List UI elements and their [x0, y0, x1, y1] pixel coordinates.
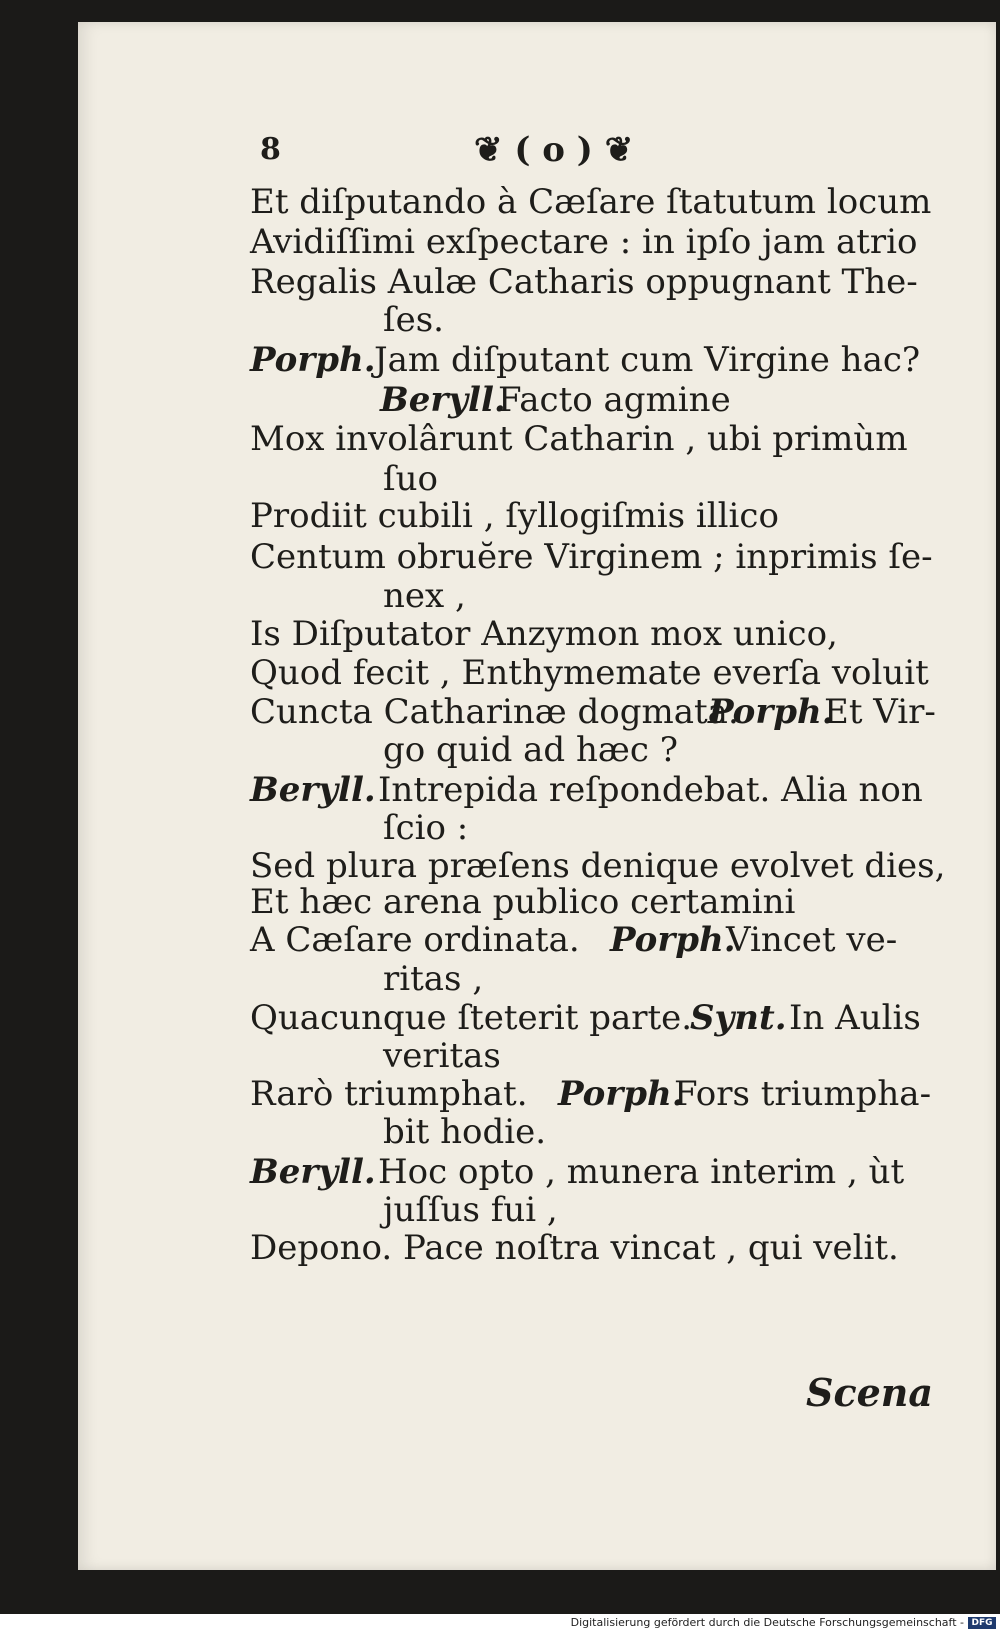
text-line — [78, 340, 996, 380]
line-text: Fors triumpha- — [674, 1074, 932, 1114]
line-text: Quod fecit , Enthymemate everſa voluit — [250, 653, 929, 693]
text-line — [78, 614, 996, 654]
line-text: Facto agmine — [498, 380, 731, 420]
line-text: ritas , — [383, 959, 484, 999]
book-page — [78, 22, 996, 1570]
line-text: ſuo — [383, 459, 438, 499]
speaker-label: Beryll. — [250, 770, 376, 810]
text-line — [78, 1112, 996, 1152]
header-ornament: ❦ ( o ) ❦ — [474, 130, 634, 170]
page-header — [78, 130, 996, 170]
text-line — [78, 770, 996, 810]
text-line — [78, 846, 996, 886]
line-text: Regalis Aulæ Catharis oppugnant The- — [250, 262, 918, 302]
line-text: Jam diſputant cum Virgine hac? — [374, 340, 921, 380]
text-line — [78, 1152, 996, 1192]
text-line — [78, 920, 996, 960]
text-line — [78, 1228, 996, 1268]
text-line — [78, 692, 996, 732]
speaker-label: Beryll. — [380, 380, 506, 420]
speaker-label: Porph. — [610, 920, 736, 960]
line-text: Mox involârunt Catharin , ubi primùm — [250, 419, 908, 459]
line-text: Depono. Pace noſtra vincat , qui velit. — [250, 1228, 899, 1268]
line-text: Et Vir- — [824, 692, 936, 732]
text-line — [78, 653, 996, 693]
line-text: Avidiſſimi exſpectare : in ipſo jam atrio — [250, 222, 918, 262]
text-line — [78, 459, 996, 499]
line-text: Et hæc arena publico certamini — [250, 882, 796, 922]
line-text: Quacunque ſteterit parte. — [250, 998, 693, 1038]
line-text: A Cæſare ordinata. — [250, 920, 580, 960]
dfg-logo-icon: DFG — [968, 1617, 996, 1629]
line-text: go quid ad hæc ? — [383, 730, 678, 770]
text-line — [78, 1074, 996, 1114]
digitization-footer — [0, 1614, 1000, 1632]
line-text: ſes. — [383, 300, 444, 340]
text-line — [78, 882, 996, 922]
text-line — [78, 808, 996, 848]
line-text: nex , — [383, 576, 466, 616]
text-line — [78, 1036, 996, 1076]
catchword: Scena — [806, 1370, 934, 1415]
speaker-label: Beryll. — [250, 1152, 376, 1192]
line-text: Prodiit cubili , ſyllogiſmis illico — [250, 496, 779, 536]
line-text: bit hodie. — [383, 1112, 547, 1152]
page-number: 8 — [260, 132, 281, 167]
line-text: Sed plura præſens denique evolvet dies, — [250, 846, 946, 886]
text-line — [78, 1190, 996, 1230]
text-line — [78, 380, 996, 420]
line-text: Intrepida reſpondebat. Alia non — [378, 770, 923, 810]
line-text: Centum obruĕre Virginem ; inprimis ſe- — [250, 537, 933, 577]
line-text: Et diſputando à Cæſare ſtatutum locum — [250, 182, 932, 222]
line-text: juſſus fui , — [383, 1190, 558, 1230]
text-line — [78, 222, 996, 262]
text-line — [78, 998, 996, 1038]
line-text: Is Diſputator Anzymon mox unico, — [250, 614, 838, 654]
line-text: ſcio : — [383, 808, 469, 848]
text-line — [78, 959, 996, 999]
line-text: Hoc opto , munera interim , ùt — [378, 1152, 905, 1192]
text-line — [78, 576, 996, 616]
text-line — [78, 496, 996, 536]
speaker-label: Synt. — [690, 998, 787, 1038]
footer-text: Digitalisierung gefördert durch die Deutsche Forschungsgemeinschaft - — [570, 1616, 964, 1629]
line-text: Vincet ve- — [726, 920, 898, 960]
text-line — [78, 537, 996, 577]
text-line — [78, 419, 996, 459]
speaker-label: Porph. — [558, 1074, 684, 1114]
text-line — [78, 182, 996, 222]
speaker-label: Porph. — [708, 692, 834, 732]
line-text: veritas — [383, 1036, 501, 1076]
line-text: Rarò triumphat. — [250, 1074, 528, 1114]
line-text: In Aulis — [789, 998, 921, 1038]
line-text: Cuncta Catharinæ dogmata. — [250, 692, 739, 732]
text-line — [78, 262, 996, 302]
text-line — [78, 300, 996, 340]
speaker-label: Porph. — [250, 340, 376, 380]
text-line — [78, 730, 996, 770]
